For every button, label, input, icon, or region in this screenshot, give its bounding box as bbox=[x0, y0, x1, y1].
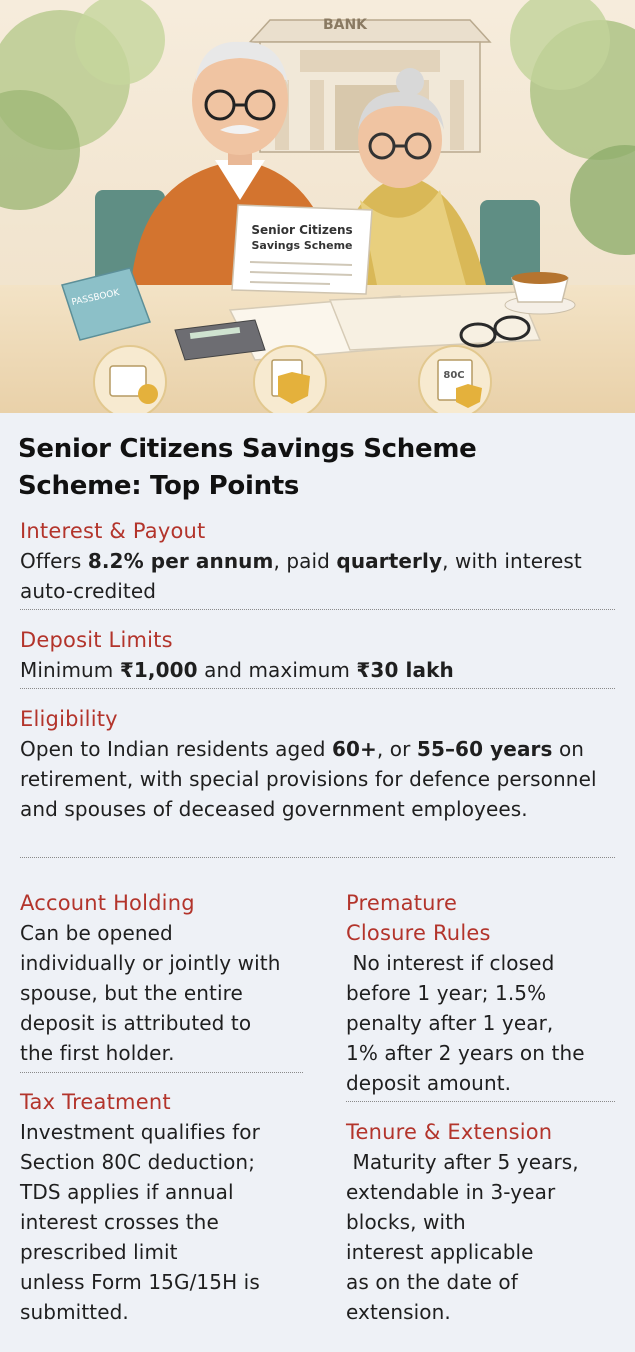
eligibility-text-part: , or bbox=[376, 737, 417, 761]
deposit-maximum: ₹30 lakh bbox=[356, 658, 454, 682]
interest-text-part: Offers bbox=[20, 549, 88, 573]
tenure-line: interest applicable bbox=[346, 1240, 534, 1264]
premature-heading-line: Closure Rules bbox=[346, 921, 491, 945]
eligibility-age-range: 55–60 years bbox=[416, 737, 553, 761]
passbook-label: PASSBOOK bbox=[70, 288, 121, 308]
tax-line: TDS applies if annual bbox=[20, 1180, 234, 1204]
paper-title-line1: Senior Citizens bbox=[251, 223, 353, 237]
premature-line: 1% after 2 years on the bbox=[346, 1041, 585, 1065]
title-line2: Scheme: Top Points bbox=[18, 471, 300, 501]
eligibility-text-part: Open to Indian residents aged bbox=[20, 737, 332, 761]
account-line: deposit is attributed to bbox=[20, 1011, 252, 1035]
tenure-line: extendable in 3-year bbox=[346, 1180, 556, 1204]
tax-line: unless Form 15G/15H is bbox=[20, 1270, 260, 1294]
tenure-line: Maturity after 5 years, bbox=[346, 1150, 579, 1174]
paper-title-line2: Savings Scheme bbox=[251, 239, 353, 252]
tea-cup-icon bbox=[505, 272, 575, 314]
calendar-rupee-badge-icon bbox=[94, 346, 166, 413]
deposit-heading: Deposit Limits bbox=[20, 628, 173, 652]
eligibility-text bbox=[20, 734, 615, 824]
account-heading: Account Holding bbox=[20, 891, 195, 915]
bank-sign: BANK bbox=[322, 17, 368, 33]
account-line: individually or jointly with bbox=[20, 951, 281, 975]
tax-line: submitted. bbox=[20, 1300, 129, 1324]
interest-rate: 8.2% per annum bbox=[87, 549, 274, 573]
account-line: spouse, but the entire bbox=[20, 981, 243, 1005]
section-account-holding bbox=[20, 888, 310, 1068]
tenure-line: as on the date of bbox=[346, 1270, 518, 1294]
account-line: the first holder. bbox=[20, 1041, 175, 1065]
interest-text-part: , with interest auto-credited bbox=[20, 549, 582, 603]
title-line1: Senior Citizens Savings Scheme bbox=[18, 434, 477, 464]
tax-heading: Tax Treatment bbox=[20, 1090, 171, 1114]
interest-text bbox=[20, 546, 620, 606]
interest-heading: Interest & Payout bbox=[20, 519, 206, 543]
tenure-line: blocks, with bbox=[346, 1210, 466, 1234]
eligibility-age: 60+ bbox=[332, 737, 377, 761]
section-interest-payout bbox=[20, 516, 620, 606]
page-title bbox=[18, 431, 618, 505]
deposit-minimum: ₹1,000 bbox=[119, 658, 198, 682]
tax-line: Section 80C deduction; bbox=[20, 1150, 256, 1174]
section-tax-treatment bbox=[20, 1087, 310, 1327]
rupee-shield-badge-icon bbox=[254, 346, 326, 413]
premature-heading-line: Premature bbox=[346, 891, 458, 915]
tax-line: interest crosses the bbox=[20, 1210, 219, 1234]
interest-text-part: , paid bbox=[273, 549, 337, 573]
tenure-heading: Tenure & Extension bbox=[346, 1120, 553, 1144]
divider bbox=[20, 1072, 303, 1073]
account-line: Can be opened bbox=[20, 921, 173, 945]
premature-line: before 1 year; 1.5% bbox=[346, 981, 547, 1005]
deposit-text bbox=[20, 655, 620, 685]
section-deposit-limits bbox=[20, 625, 620, 685]
tax-line: Investment qualifies for bbox=[20, 1120, 260, 1144]
tenure-line: extension. bbox=[346, 1300, 451, 1324]
divider bbox=[20, 609, 615, 610]
divider bbox=[20, 688, 615, 689]
eligibility-heading: Eligibility bbox=[20, 707, 118, 731]
premature-line: penalty after 1 year, bbox=[346, 1011, 554, 1035]
premature-line: No interest if closed bbox=[346, 951, 555, 975]
divider bbox=[346, 1101, 615, 1102]
payout-frequency: quarterly bbox=[336, 549, 443, 573]
section-premature-closure bbox=[346, 888, 631, 1098]
deposit-text-part: Minimum bbox=[20, 658, 120, 682]
divider bbox=[20, 857, 615, 858]
tax-line: prescribed limit bbox=[20, 1240, 178, 1264]
section-tenure-extension bbox=[346, 1117, 631, 1327]
premature-line: deposit amount. bbox=[346, 1071, 512, 1095]
section-eligibility bbox=[20, 704, 615, 824]
deposit-text-part: and maximum bbox=[197, 658, 357, 682]
hero-illustration bbox=[0, 0, 635, 413]
eligibility-text-part: on retirement, with special provisions for defence personnel and spouses of deceased government employees. bbox=[20, 737, 597, 821]
badge-80c-label: 80C bbox=[443, 370, 465, 381]
